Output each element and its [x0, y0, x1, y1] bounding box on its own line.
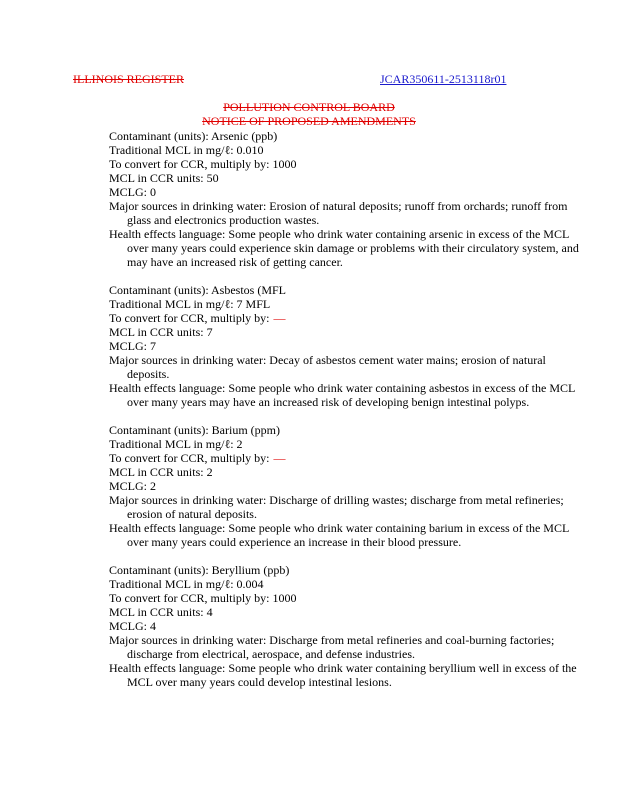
- contaminant-units: Contaminant (units): Arsenic (ppb): [109, 129, 278, 143]
- traditional-mcl: Traditional MCL in mg/ℓ: 7 MFL: [109, 297, 271, 311]
- mcl-ccr-units: MCL in CCR units: 7: [109, 325, 213, 339]
- traditional-mcl: Traditional MCL in mg/ℓ: 0.004: [109, 577, 264, 591]
- register-header: ILLINOIS REGISTER: [73, 72, 184, 86]
- mcl-ccr-units: MCL in CCR units: 4: [109, 605, 213, 619]
- mclg: MCLG: 4: [109, 619, 157, 633]
- convert-factor-row: [109, 451, 589, 465]
- contaminant-block-beryllium: [109, 563, 589, 689]
- deleted-dash: —: [273, 311, 286, 325]
- contaminant-units: Contaminant (units): Barium (ppm): [109, 423, 280, 437]
- convert-factor: To convert for CCR, multiply by: 1000: [109, 591, 297, 605]
- mclg: MCLG: 0: [109, 185, 157, 199]
- board-title: POLLUTION CONTROL BOARD: [223, 100, 395, 114]
- mcl-ccr-units: MCL in CCR units: 50: [109, 171, 219, 185]
- major-sources: Major sources in drinking water: Erosion of natural deposits; runoff from orchards; runoff from glass and electronics production wastes.: [109, 199, 568, 227]
- health-effects: Health effects language: Some people who drink water containing beryllium well in excess of the MCL over many years could develop intestinal lesions.: [109, 661, 577, 689]
- mcl-ccr-units: MCL in CCR units: 2: [109, 465, 213, 479]
- major-sources: Major sources in drinking water: Discharge from metal refineries and coal-burning factories; discharge from electrical, aerospace, and defense industries.: [109, 633, 555, 661]
- health-effects: Health effects language: Some people who drink water containing asbestos in excess of the MCL over many years may have an increased risk of developing benign intestinal polyps.: [109, 381, 575, 409]
- document-code: [380, 72, 506, 87]
- convert-factor-row: [109, 311, 589, 325]
- contaminant-list: [109, 129, 589, 703]
- major-sources: Major sources in drinking water: Discharge of drilling wastes; discharge from metal refineries; erosion of natural deposits.: [109, 493, 564, 521]
- health-effects: Health effects language: Some people who drink water containing barium in excess of the MCL over many years could experience an increase in their blood pressure.: [109, 521, 569, 549]
- contaminant-units: Contaminant (units): Asbestos (MFL: [109, 283, 286, 297]
- convert-factor: To convert for CCR, multiply by: 1000: [109, 157, 297, 171]
- document-code-text: JCAR350611-2513118r01: [380, 72, 507, 86]
- contaminant-units: Contaminant (units): Beryllium (ppb): [109, 563, 290, 577]
- traditional-mcl: Traditional MCL in mg/ℓ: 0.010: [109, 143, 264, 157]
- notice-title: NOTICE OF PROPOSED AMENDMENTS: [202, 114, 416, 128]
- convert-factor: To convert for CCR, multiply by:: [109, 451, 270, 465]
- health-effects: Health effects language: Some people who drink water containing arsenic in excess of the MCL over many years could experience skin damage or problems with their circulatory system, and may have an increased risk of getting cancer.: [109, 227, 579, 269]
- deleted-dash: —: [273, 451, 286, 465]
- mclg: MCLG: 7: [109, 339, 157, 353]
- contaminant-block-arsenic: [109, 129, 589, 269]
- contaminant-block-asbestos: [109, 283, 589, 409]
- contaminant-block-barium: [109, 423, 589, 549]
- traditional-mcl: Traditional MCL in mg/ℓ: 2: [109, 437, 243, 451]
- major-sources: Major sources in drinking water: Decay of asbestos cement water mains; erosion of natural deposits.: [109, 353, 546, 381]
- mclg: MCLG: 2: [109, 479, 157, 493]
- convert-factor: To convert for CCR, multiply by:: [109, 311, 270, 325]
